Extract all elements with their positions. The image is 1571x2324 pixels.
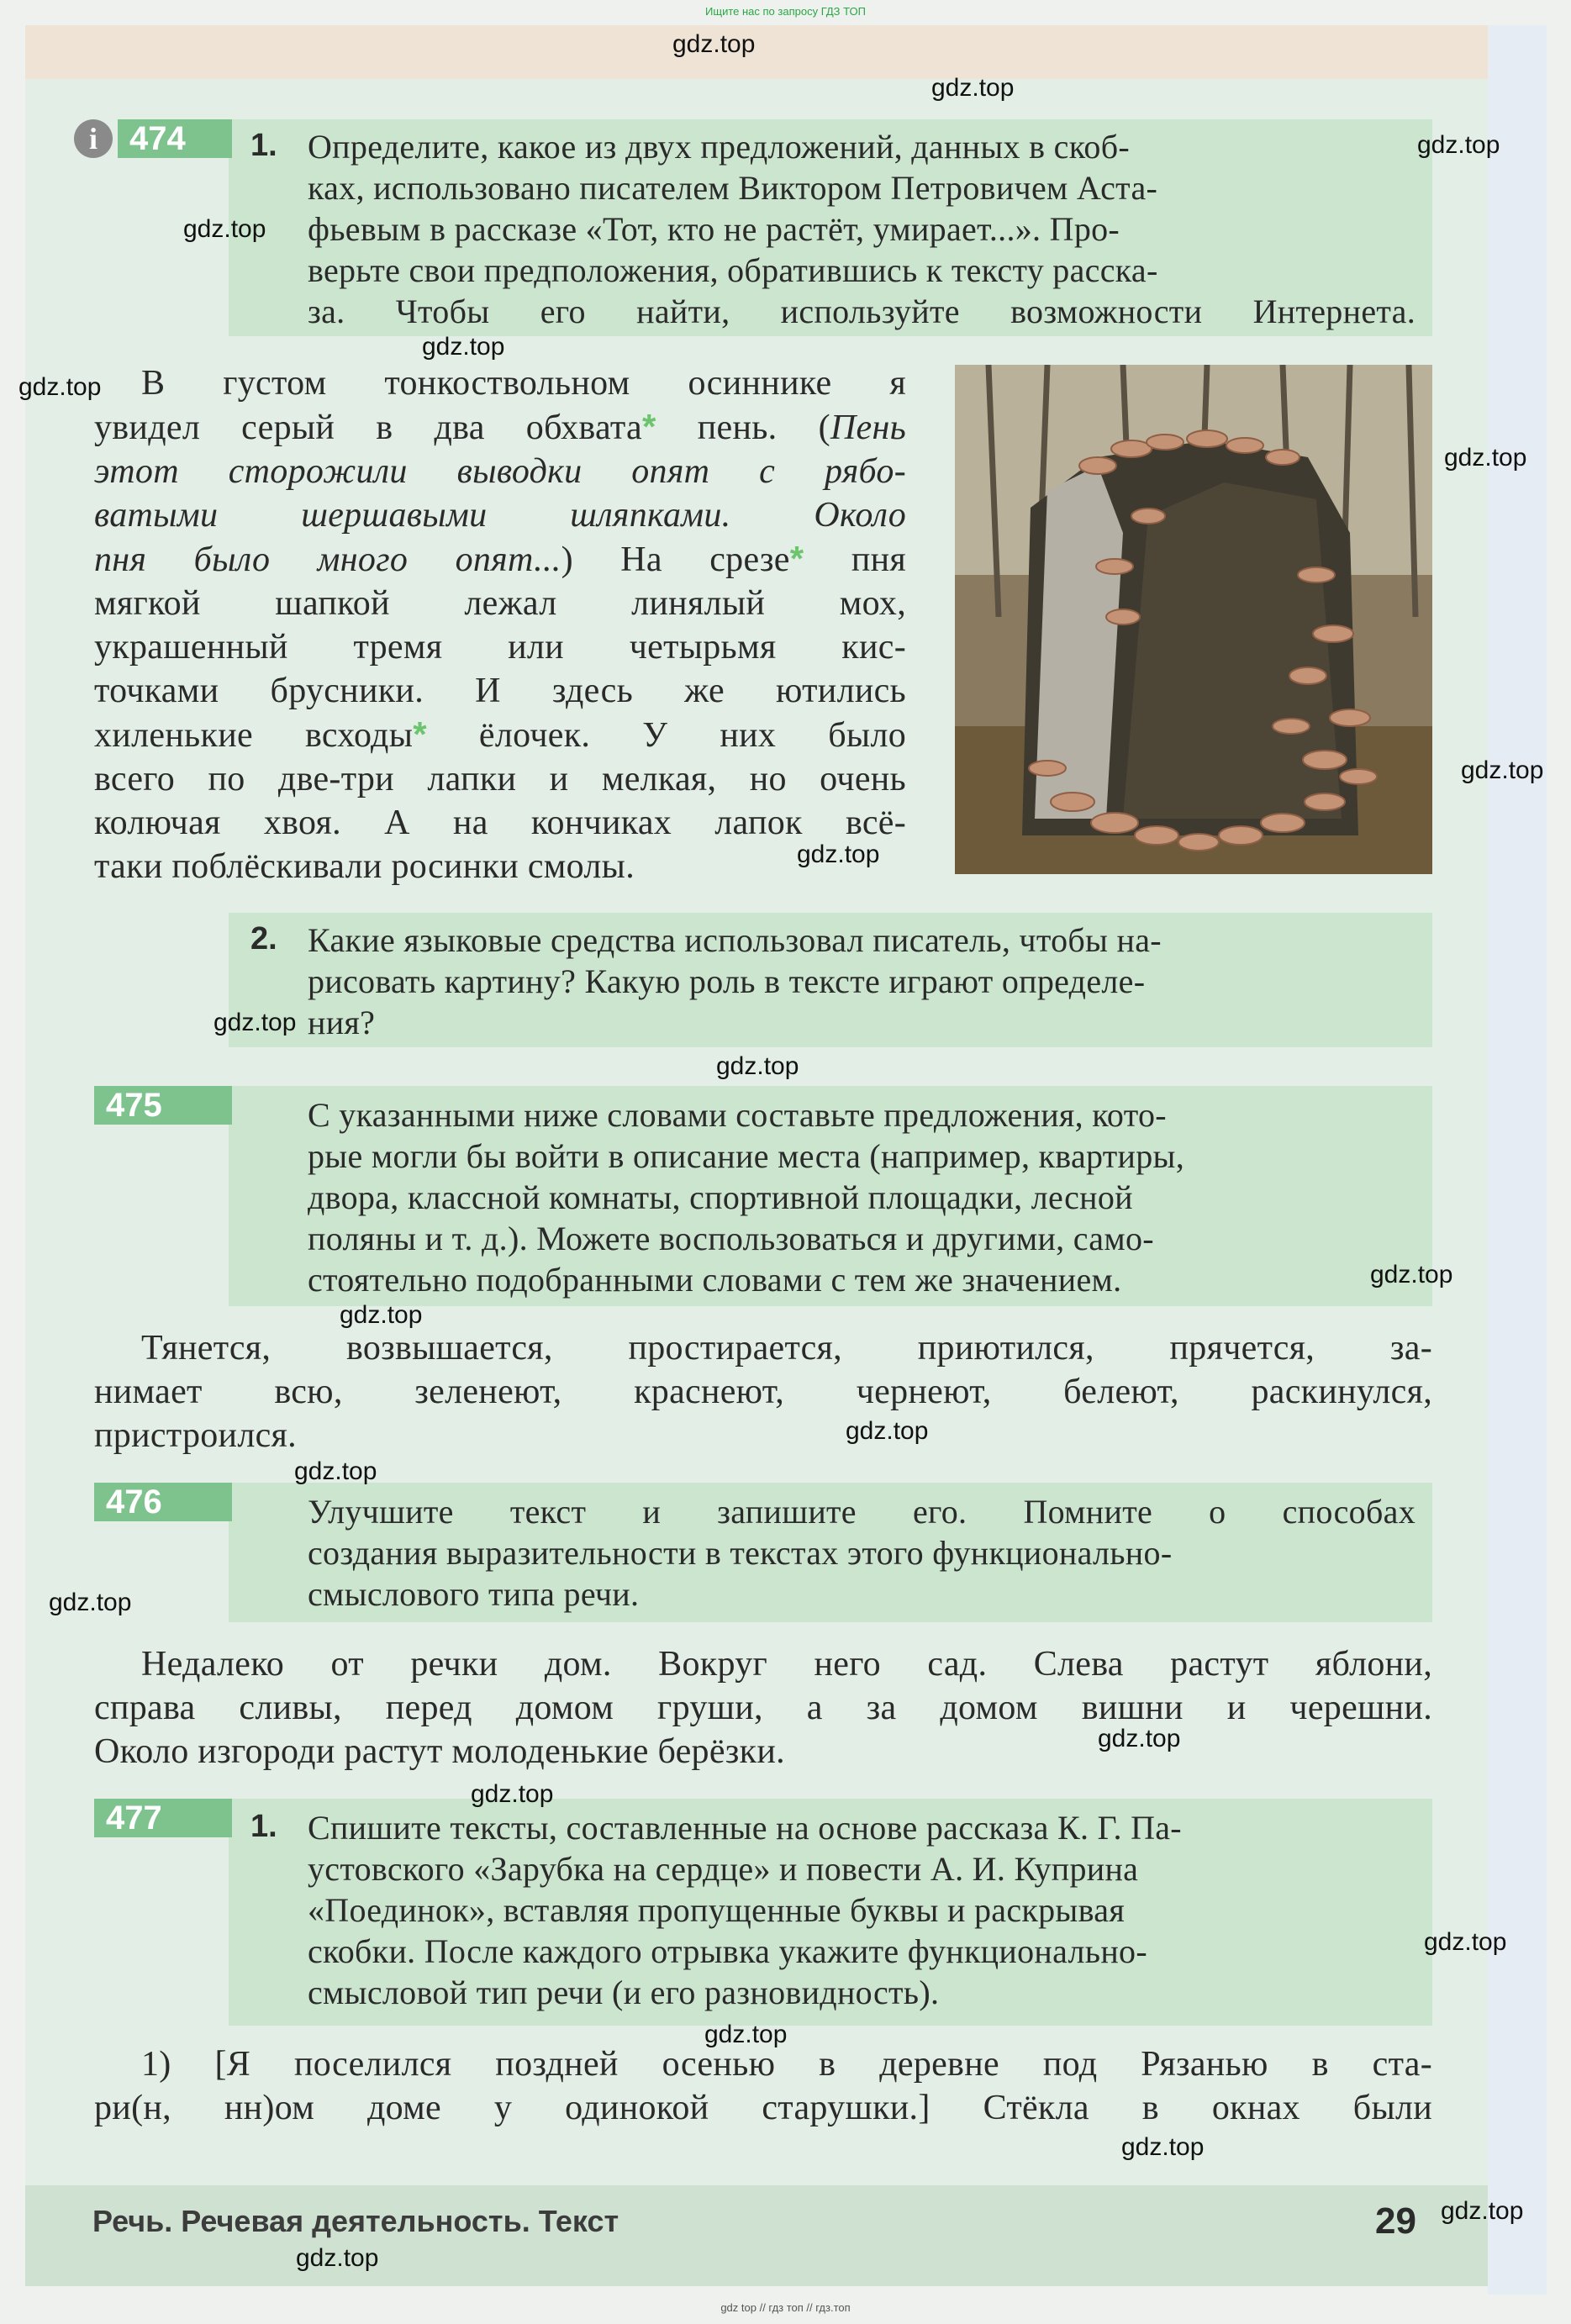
task-line: устовского «Зарубка на сердце» и повести А. И. Куприна (308, 1850, 1139, 1888)
watermark: gdz.top (1424, 1928, 1507, 1956)
text-line: 1) [Я поселился поздней осенью в деревне под Рязанью в ста- (141, 2045, 1432, 2084)
info-icon: i (74, 119, 113, 158)
watermark: gdz.top (716, 1052, 799, 1080)
watermark: gdz.top (1441, 2197, 1524, 2225)
header-note: Ищите нас по запросу ГДЗ ТОП (705, 5, 866, 18)
exercise-number: 477 (94, 1799, 232, 1837)
watermark: gdz.top (704, 2021, 788, 2048)
passage-line: этот сторожили выводки опят с рябо- (94, 452, 906, 491)
dictation-text (94, 2042, 1432, 2130)
passage-line: мягкой шапкой лежал линялый мох, (94, 584, 906, 623)
passage-line: колючая хвоя. А на кончиках лапок всё- (94, 804, 906, 842)
watermark: gdz.top (1461, 756, 1544, 784)
task-line: смысловой тип речи (и его разновидность). (308, 1974, 940, 2011)
section-title: Речь. Речевая деятельность. Текст (92, 2204, 619, 2238)
task-line: Какие языковые средства использовал писатель, чтобы на- (308, 921, 1162, 959)
task-line: двора, классной комнаты, спортивной площадки, лесной (308, 1178, 1133, 1216)
watermark: gdz.top (49, 1589, 132, 1616)
exercise-number: 476 (94, 1483, 232, 1521)
passage-line: В густом тонкоствольном осиннике я (141, 364, 906, 403)
watermark: gdz.top (1370, 1261, 1453, 1288)
watermark: gdz.top (1417, 131, 1500, 159)
passage-line: таки поблёскивали росинки смолы. (94, 847, 635, 886)
text-line: ри(н, нн)ом доме у одинокой старушки.] Стёкла в окнах были (94, 2089, 1432, 2127)
page-number: 29 (1375, 2200, 1416, 2242)
exercise-number: 474 (118, 119, 232, 158)
task-line: Спишите тексты, составленные на основе рассказа К. Г. Па- (308, 1809, 1182, 1847)
task-line: за. Чтобы его найти, используйте возможности Интернета. (308, 292, 1415, 330)
improve-text (94, 1642, 1432, 1773)
task-text (308, 1094, 1415, 1300)
task-step-label: 1. (250, 1809, 277, 1844)
watermark: gdz.top (296, 2244, 379, 2272)
task-step-label: 1. (250, 128, 277, 163)
footnote-star: * (413, 714, 427, 754)
task-line: Определите, какое из двух предложений, данных в скоб- (308, 128, 1130, 166)
watermark: gdz.top (18, 373, 102, 401)
task-line: поляны и т. д.). Можете воспользоваться и другими, само- (308, 1220, 1154, 1257)
text-line: Недалеко от речки дом. Вокруг него сад. Слева растут яблони, (141, 1645, 1432, 1684)
passage-line: точками брусники. И здесь же ютились (94, 672, 906, 710)
top-margin (25, 25, 1488, 79)
task-line: ния? (308, 1004, 376, 1041)
task-step-label: 2. (250, 921, 277, 956)
passage-line: увидел серый в два обхвата* пень. (Пень (94, 407, 906, 447)
exercise-number: 475 (94, 1086, 232, 1125)
task-line: ках, использовано писателем Виктором Петровичем Аста- (308, 169, 1158, 207)
task-line: верьте свои предположения, обратившись к тексту расска- (308, 251, 1158, 289)
footnote-star: * (641, 407, 656, 446)
word-list (94, 1326, 1432, 1457)
passage-text (94, 361, 906, 888)
watermark: gdz.top (183, 215, 266, 243)
text-line: Тянется, возвышается, простирается, приютился, прячется, за- (141, 1329, 1432, 1368)
watermark: gdz.top (1121, 2133, 1205, 2161)
text-line: пристроился. (94, 1416, 297, 1455)
task-line: рисовать картину? Какую роль в тексте играют определе- (308, 962, 1146, 1000)
task-line: рые могли бы войти в описание места (например, квартиры, (308, 1137, 1185, 1175)
watermark: gdz.top (1098, 1725, 1181, 1752)
task-line: фьевым в рассказе «Тот, кто не растёт, умирает...». Про- (308, 210, 1120, 248)
passage-line: пня было много опят...) На срезе* пня (94, 539, 906, 579)
watermark: gdz.top (846, 1417, 929, 1445)
text-line: нимает всю, зеленеют, краснеют, чернеют, белеют, раскинулся, (94, 1373, 1432, 1411)
task-line: смыслового типа речи. (308, 1575, 640, 1613)
passage-line: всего по две-три лапки и мелкая, но очень (94, 760, 906, 798)
task-text (308, 1807, 1415, 2013)
watermark: gdz.top (672, 30, 756, 58)
mushroom-stump-photo (955, 365, 1432, 874)
watermark: gdz.top (797, 841, 880, 868)
watermark: gdz.top (340, 1301, 423, 1329)
task-line: С указанными ниже словами составьте предложения, кото- (308, 1096, 1167, 1134)
passage-line: хиленькие всходы* ёлочек. У них было (94, 714, 906, 755)
task-line: скобки. После каждого отрывка укажите функционально- (308, 1932, 1147, 1970)
watermark: gdz.top (931, 74, 1015, 102)
text-line: Около изгороди растут молоденькие берёзки. (94, 1732, 785, 1771)
task-line: создания выразительности в текстах этого функционально- (308, 1534, 1173, 1572)
watermark: gdz.top (471, 1780, 554, 1808)
watermark: gdz.top (214, 1009, 297, 1036)
task-line: стоятельно подобранными словами с тем же значением. (308, 1261, 1122, 1299)
footnote-star: * (789, 539, 804, 578)
task-line: «Поединок», вставляя пропущенные буквы и раскрывая (308, 1891, 1126, 1929)
task-text (308, 1491, 1415, 1615)
passage-line: ватыми шершавыми шляпками. Около (94, 496, 906, 535)
watermark: gdz.top (294, 1457, 377, 1485)
task-text (308, 920, 1415, 1043)
task-text (308, 126, 1415, 332)
footer-note: gdz top // гдз топ // гдз.топ (720, 2301, 851, 2314)
task-line: Улучшите текст и запишите его. Помните о способах (308, 1493, 1415, 1531)
text-line: справа сливы, перед домом груши, а за домом вишни и черешни. (94, 1689, 1432, 1727)
watermark: gdz.top (1444, 444, 1527, 472)
watermark: gdz.top (422, 333, 505, 361)
passage-line: украшенный тремя или четырьмя кис- (94, 628, 906, 667)
